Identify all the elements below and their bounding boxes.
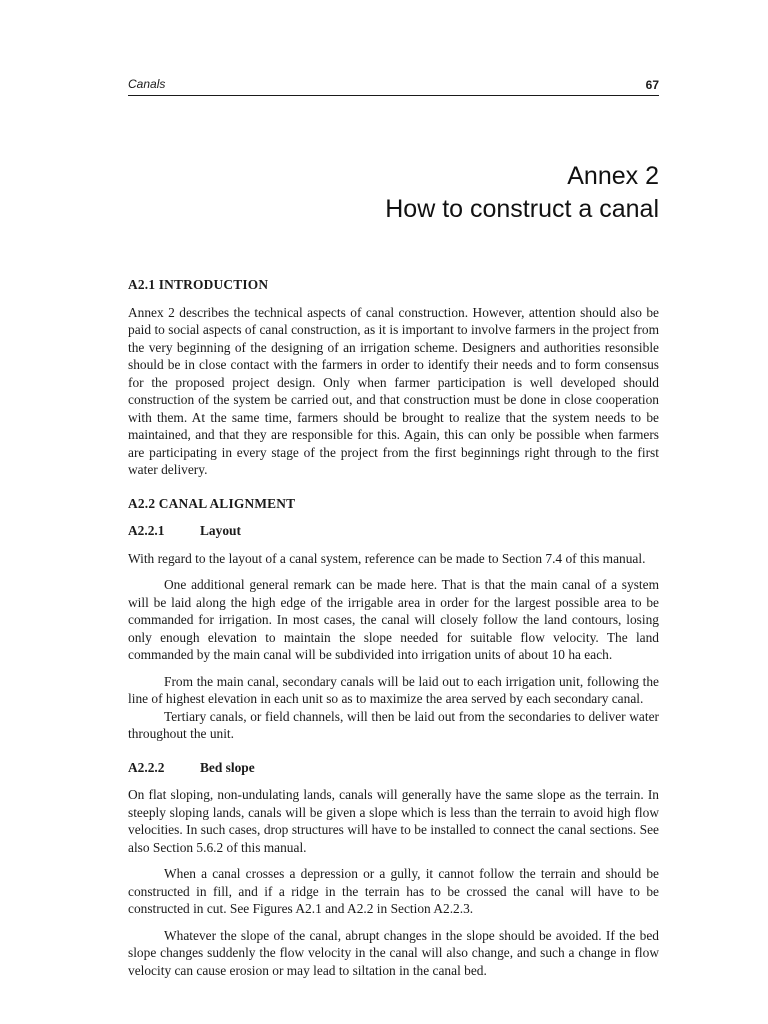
annex-label: Annex 2 [567, 162, 659, 190]
annex-title-block [385, 160, 659, 226]
layout-paragraph-4: Tertiary canals, or field channels, will then be laid out from the secondaries to deliver water throughout the unit. [128, 708, 659, 741]
intro-paragraph: Annex 2 describes the technical aspects of canal construction. However, attention should also be paid to social aspects of canal construction, as it is important to involve farmers in the project from the very beginning of the designing of an irrigation scheme. Designers and authorities resonsible should be in close contact with the farmers in order to identify their needs and to form consensus for the proposed project design. Only when farmer participation is well developed should construction of the system be carried out, and that construction must be done in close cooperation with them. At the same time, farmers should be brought to realize that the system needs to be maintained, and that they are responsible for this. Again, this can only be possible when farmers are participating in every stage of the project from the first beginnings right through to the first water delivery. [128, 304, 659, 477]
heading-canal-alignment: A2.2 CANAL ALIGNMENT [128, 495, 296, 511]
heading-layout-number: A2.2.1 [128, 523, 165, 538]
layout-paragraph-1: With regard to the layout of a canal system, reference can be made to Section 7.4 of this manual. [128, 550, 646, 566]
annex-subtitle: How to construct a canal [385, 195, 659, 223]
layout-paragraph-3: From the main canal, secondary canals will be laid out to each irrigation unit, following the line of highest elevation in each unit so as to maximize the area served by each secondary canal. [128, 673, 659, 706]
running-title: Canals [128, 77, 166, 91]
heading-bed-slope [128, 759, 659, 777]
heading-bed-slope-number: A2.2.2 [128, 759, 165, 775]
bed-slope-paragraph-3: Whatever the slope of the canal, abrupt changes in the slope should be avoided. If the bed slope changes suddenly the flow velocity in the canal will also change, and such a change in flow velocity can cause erosion or may lead to siltation in the canal bed. [128, 927, 659, 978]
page-number: 67 [645, 78, 659, 92]
heading-introduction: A2.1 INTRODUCTION [128, 277, 269, 292]
body-text [128, 276, 659, 988]
heading-bed-slope-title: Bed slope [200, 759, 255, 775]
running-header [128, 77, 659, 96]
heading-layout-title: Layout [200, 523, 241, 538]
layout-paragraph-2: One additional general remark can be made here. That is that the main canal of a system will be laid along the high edge of the irrigable area in order for the largest possible area to be commanded for irrigation. In most cases, the canal will closely follow the land contours, losing only enough elevation to maintain the slope needed for suitable flow velocity. The land commanded by the main canal will be subdivided into irrigation units of about 10 ha each. [128, 577, 659, 662]
bed-slope-paragraph-1: On flat sloping, non-undulating lands, canals will generally have the same slope as the terrain. In steeply sloping lands, canals will be given a slope which is less than the terrain to avoid high flow velocities. In such cases, drop structures will have to be installed to connect the canal sections. See also Section 5.6.2 of this manual. [128, 787, 659, 855]
heading-layout [128, 522, 659, 540]
bed-slope-paragraph-2: When a canal crosses a depression or a gully, it cannot follow the terrain and should be constructed in fill, and if a ridge in the terrain has to be crossed the canal will have to be constructed in cut. See Figures A2.1 and A2.2 in Section A2.2.3. [128, 866, 659, 916]
